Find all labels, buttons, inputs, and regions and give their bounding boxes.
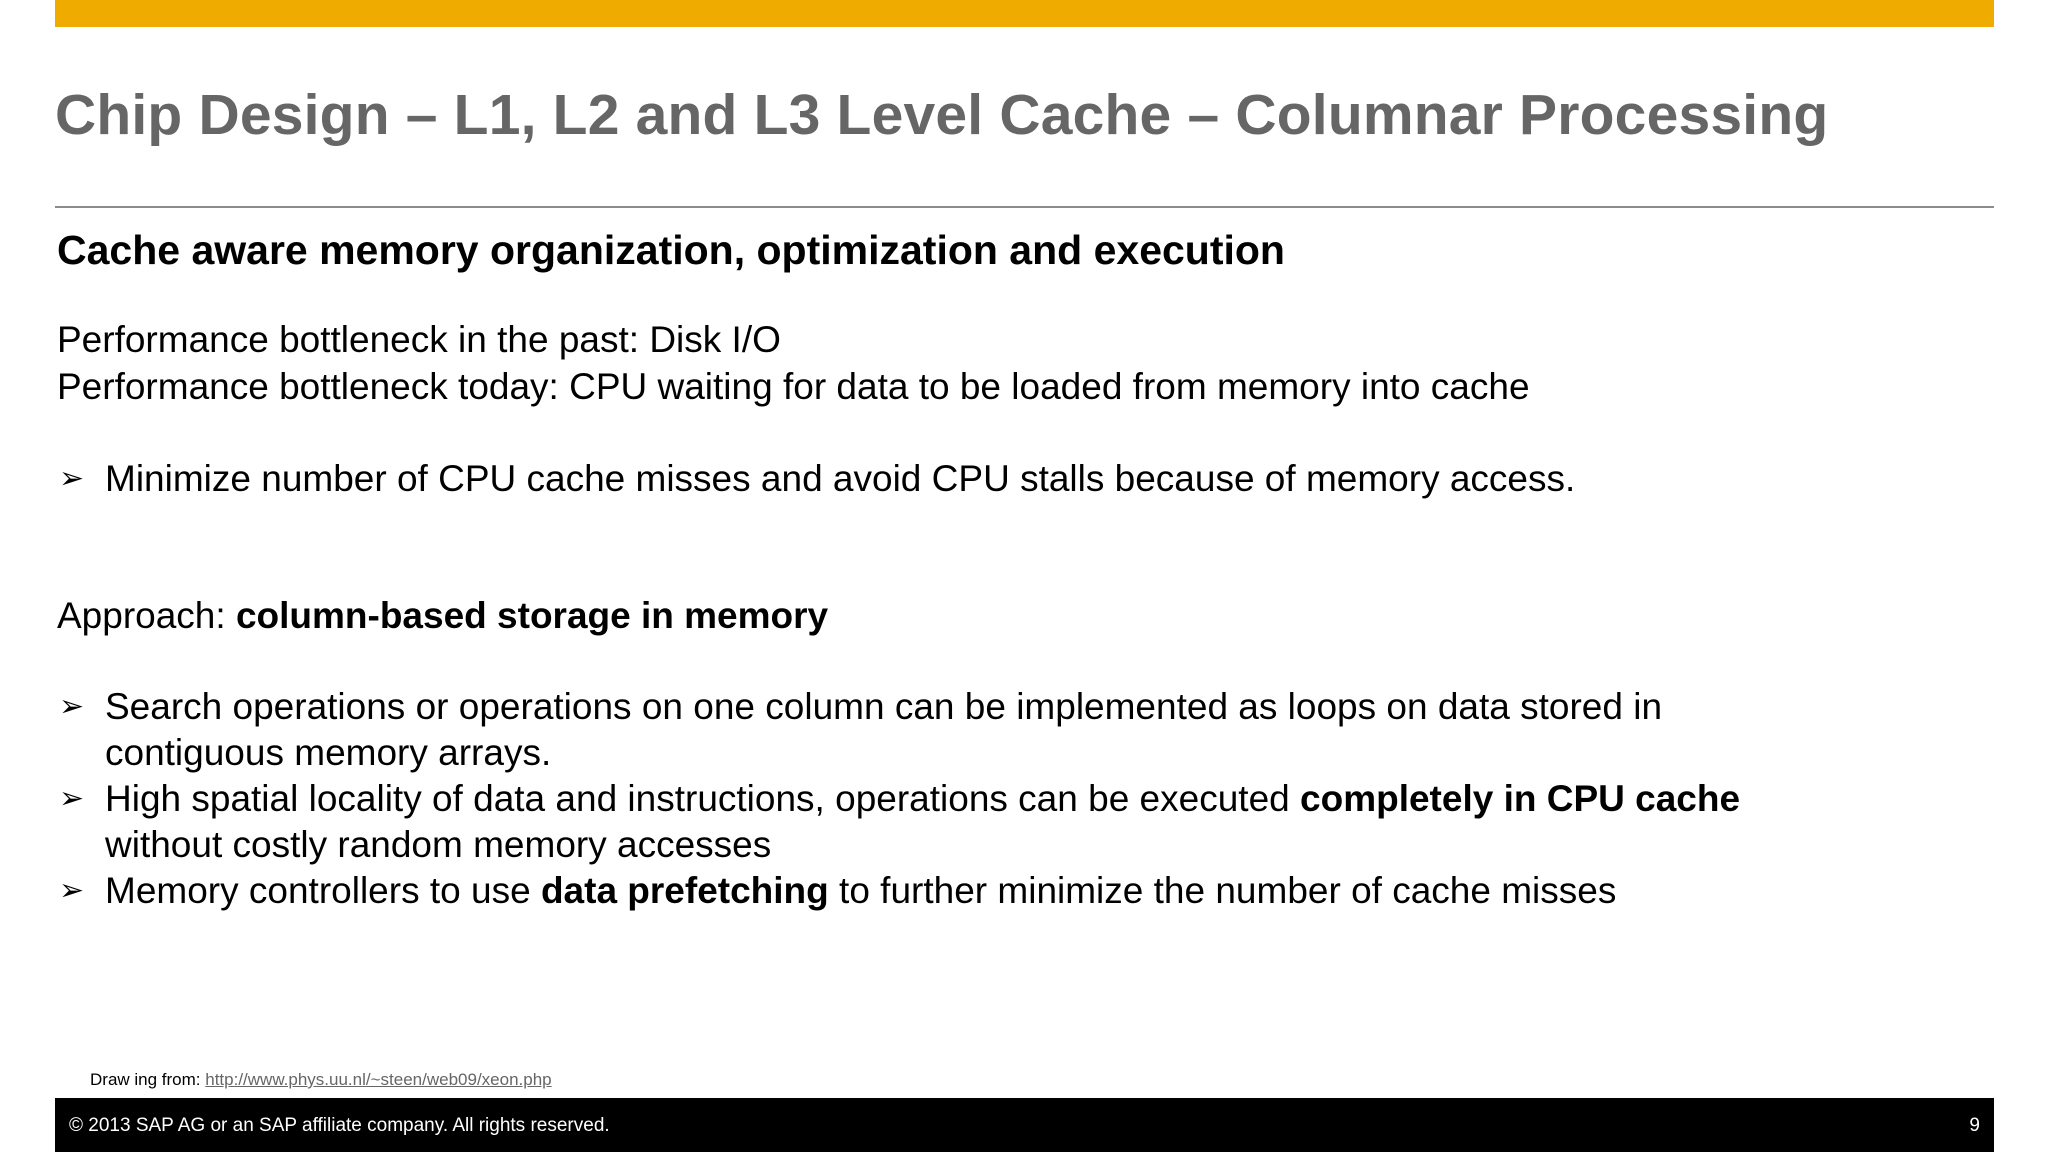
arrow-bullet-icon: ➢ [59, 781, 85, 816]
approach-emphasis: column-based storage in memory [235, 595, 829, 636]
bullet-text-start: High spatial locality of data and instructions, operations can be executed [105, 778, 1301, 819]
credit-link[interactable]: http://www.phys.uu.nl/~steen/web09/xeon.php [205, 1070, 552, 1089]
drawing-credit [90, 1070, 552, 1090]
arrow-bullet-icon: ➢ [59, 873, 85, 908]
bullet-text-end: to further minimize the number of cache misses [828, 870, 1617, 911]
copyright-text: © 2013 SAP AG or an SAP affiliate company. All rights reserved. [69, 1115, 610, 1136]
slide-title: Chip Design – L1, L2 and L3 Level Cache – Columnar Processing [55, 83, 1829, 147]
bullet-text: Minimize number of CPU cache misses and avoid CPU stalls because of memory access. [105, 458, 1576, 499]
bottleneck-today-text: Performance bottleneck today: CPU waiting for data to be loaded from memory into cache [57, 366, 1530, 407]
bottleneck-past-text: Performance bottleneck in the past: Disk I/O [57, 319, 781, 360]
bullet-text-line-2: without costly random memory accesses [105, 824, 772, 865]
arrow-bullet-icon: ➢ [59, 461, 85, 496]
footer-bar [55, 1098, 1994, 1152]
bullet-emphasis: completely in CPU cache [1300, 778, 1741, 819]
accent-bar [55, 0, 1994, 27]
bullet-cache-misses [57, 456, 1957, 502]
approach-label: Approach: [57, 595, 236, 636]
bullet-prefetching [57, 868, 1957, 914]
bullet-text-line-1: Search operations or operations on one column can be implemented as loops on data stored in [105, 686, 1663, 727]
title-divider [55, 206, 1994, 208]
approach-text [57, 592, 1957, 639]
credit-label: Draw ing from: [90, 1070, 206, 1089]
slide-body [57, 222, 1957, 914]
bullet-text [105, 868, 1957, 914]
page-number: 9 [1969, 1115, 1980, 1136]
slide-subtitle: Cache aware memory organization, optimization and execution [57, 227, 1285, 273]
bullet-text-line-2: contiguous memory arrays. [105, 732, 552, 773]
bullet-emphasis: data prefetching [540, 870, 829, 911]
bullet-text-start: Memory controllers to use [105, 870, 541, 911]
arrow-bullet-icon: ➢ [59, 689, 85, 724]
bullet-text-line-1 [105, 776, 1957, 822]
bullet-search-operations [57, 684, 1957, 776]
bullet-spatial-locality [57, 776, 1957, 868]
